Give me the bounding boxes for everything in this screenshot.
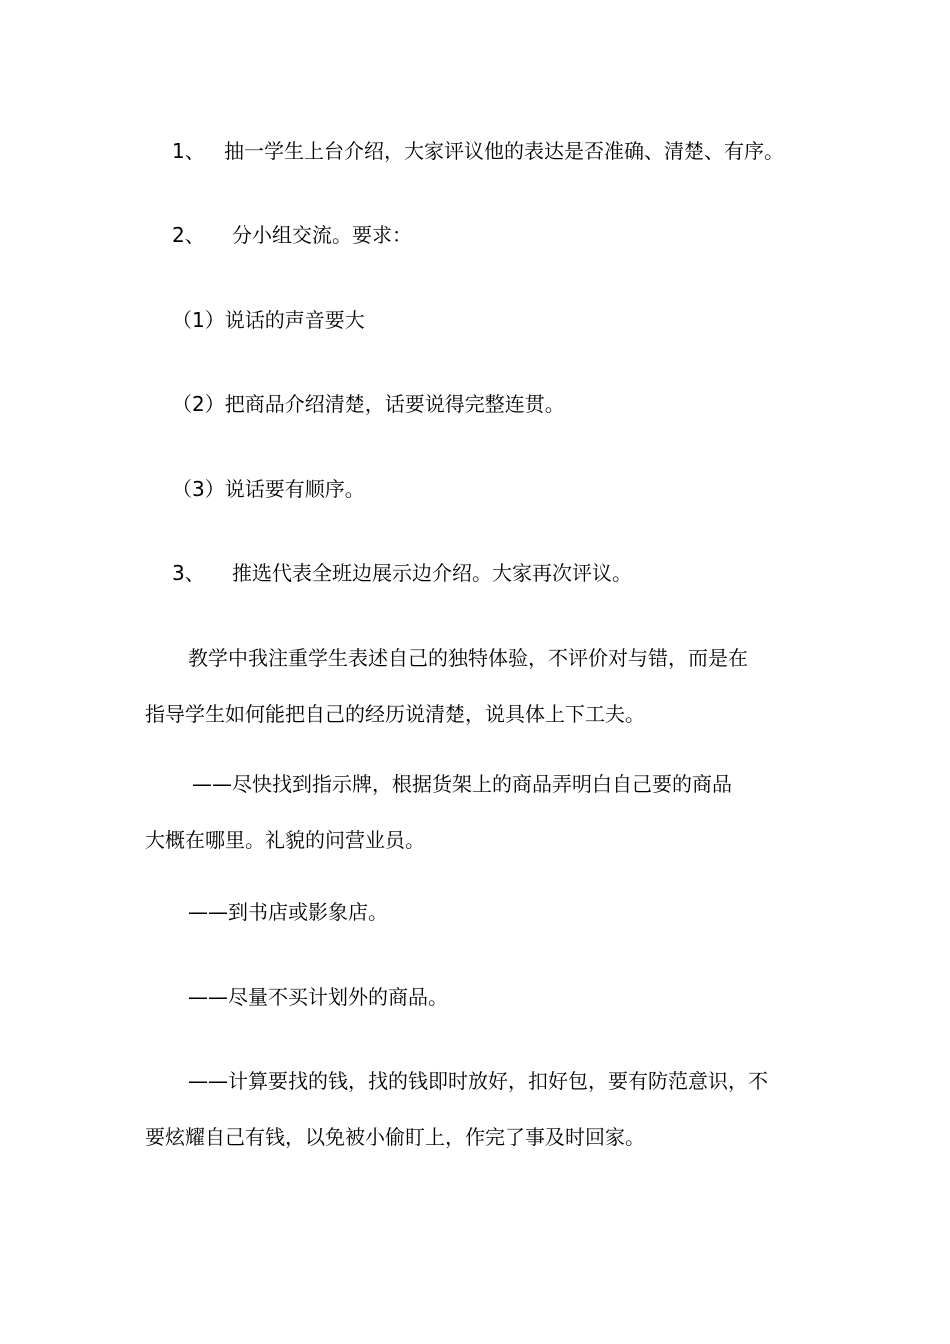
tip-line: ——尽快找到指示牌，根据货架上的商品弄明白自己要的商品 [192,772,732,796]
list-item-2 [172,221,412,249]
list-number: 2、 [172,223,205,247]
paragraph-line: 教学中我注重学生表述自己的独特体验，不评价对与错，而是在 [188,646,748,670]
list-text: 抽一学生上台介绍，大家评议他的表达是否准确、清楚、有序。 [224,139,784,163]
list-text: 分小组交流。要求： [232,223,412,247]
paragraph-line: 指导学生如何能把自己的经历说清楚，说具体上下工夫。 [145,702,645,726]
tip-line: ——到书店或影象店。 [188,900,388,924]
list-item-3 [172,559,632,587]
list-number: 3、 [172,561,205,585]
requirement-3: （3）说话要有顺序。 [172,477,365,501]
requirement-1: （1）说话的声音要大 [172,308,365,332]
list-number: 1、 [172,139,205,163]
tip-line: ——尽量不买计划外的商品。 [188,985,448,1009]
tip-line: 大概在哪里。礼貌的问营业员。 [145,828,425,852]
tip-line: 要炫耀自己有钱，以免被小偷盯上，作完了事及时回家。 [145,1125,645,1149]
requirement-2: （2）把商品介绍清楚，话要说得完整连贯。 [172,392,565,416]
list-item-1 [172,137,784,165]
tip-line: ——计算要找的钱，找的钱即时放好，扣好包，要有防范意识，不 [188,1069,768,1093]
list-text: 推选代表全班边展示边介绍。大家再次评议。 [232,561,632,585]
